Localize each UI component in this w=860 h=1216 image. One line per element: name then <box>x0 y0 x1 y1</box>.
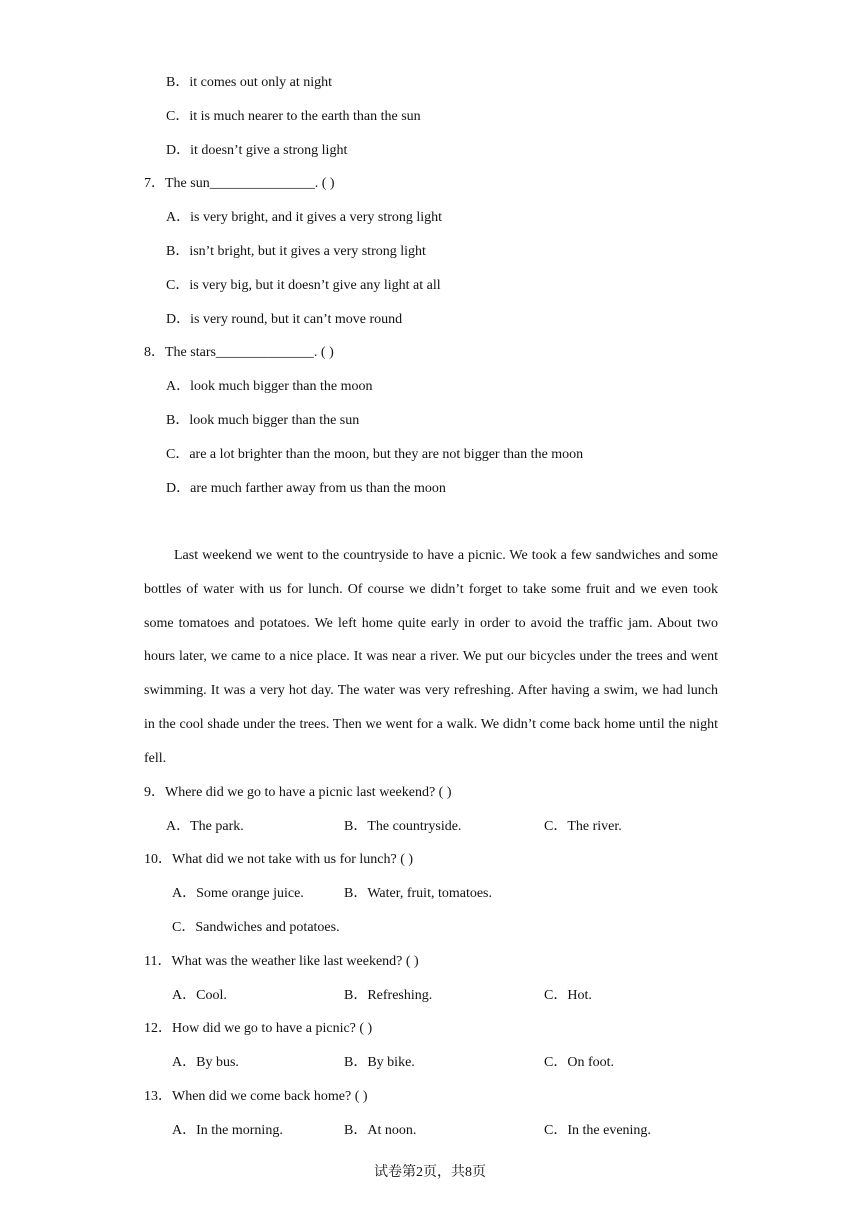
q10-stem: 10．What did we not take with us for lunch? ( ) <box>144 852 414 867</box>
q13-option-a: A．In the morning. <box>172 1123 283 1138</box>
q10-option-a: A．Some orange juice. <box>172 886 304 901</box>
page-footer: 试卷第2页，共8页 <box>374 1165 486 1180</box>
q11-option-a: A．Cool. <box>172 988 227 1003</box>
q7-stem: 7．The sun_______________. ( ) <box>144 176 335 191</box>
q11-option-c: C．Hot. <box>544 988 592 1003</box>
q8-stem: 8．The stars______________. ( ) <box>144 345 334 360</box>
q6-option-c: C．it is much nearer to the earth than the sun <box>166 109 421 124</box>
q10-option-b: B．Water, fruit, tomatoes. <box>344 886 492 901</box>
q7-option-a: A．is very bright, and it gives a very strong light <box>166 210 443 225</box>
q9-stem: 9．Where did we go to have a picnic last weekend? ( ) <box>144 785 452 800</box>
q7-option-d: D．is very round, but it can’t move round <box>166 312 403 327</box>
q9-option-a: A．The park. <box>166 819 244 834</box>
q13-stem: 13．When did we come back home? ( ) <box>144 1089 368 1104</box>
q7-option-b: B．isn’t bright, but it gives a very strong light <box>166 244 426 259</box>
q11-stem: 11．What was the weather like last weekend? ( ) <box>144 954 419 969</box>
q12-option-c: C．On foot. <box>544 1055 614 1070</box>
q8-option-a: A．look much bigger than the moon <box>166 379 373 394</box>
q7-option-c: C．is very big, but it doesn’t give any light at all <box>166 278 441 293</box>
q8-option-d: D．are much farther away from us than the moon <box>166 481 446 496</box>
q6-option-b: B．it comes out only at night <box>166 75 333 90</box>
q10-option-c: C．Sandwiches and potatoes. <box>172 920 340 935</box>
q12-option-b: B．By bike. <box>344 1055 415 1070</box>
q8-option-c: C．are a lot brighter than the moon, but they are not bigger than the moon <box>166 447 584 462</box>
q12-stem: 12．How did we go to have a picnic? ( ) <box>144 1021 373 1036</box>
q11-option-b: B．Refreshing. <box>344 988 433 1003</box>
q9-option-b: B．The countryside. <box>344 819 462 834</box>
q9-option-c: C．The river. <box>544 819 622 834</box>
q13-option-c: C．In the evening. <box>544 1123 651 1138</box>
q13-option-b: B．At noon. <box>344 1123 417 1138</box>
q12-option-a: A．By bus. <box>172 1055 239 1070</box>
q8-option-b: B．look much bigger than the sun <box>166 413 360 428</box>
q6-option-d: D．it doesn’t give a strong light <box>166 143 348 158</box>
reading-passage: Last weekend we went to the countryside to have a picnic. We took a few sandwiches and some bottles of water with us for lunch. Of course we didn’t forget to take some fruit and we even took some tomatoes and potatoes. We left home quite early in order to avoid the traffic jam. About two hours later, we came to a nice place. It was near a river. We put our bicycles under the trees and went swimming. It was a very hot day. The water was very refreshing. After having a swim, we had lunch in the cool shade under the trees. Then we went for a walk. We didn’t come back home until the night fell. <box>144 548 718 766</box>
